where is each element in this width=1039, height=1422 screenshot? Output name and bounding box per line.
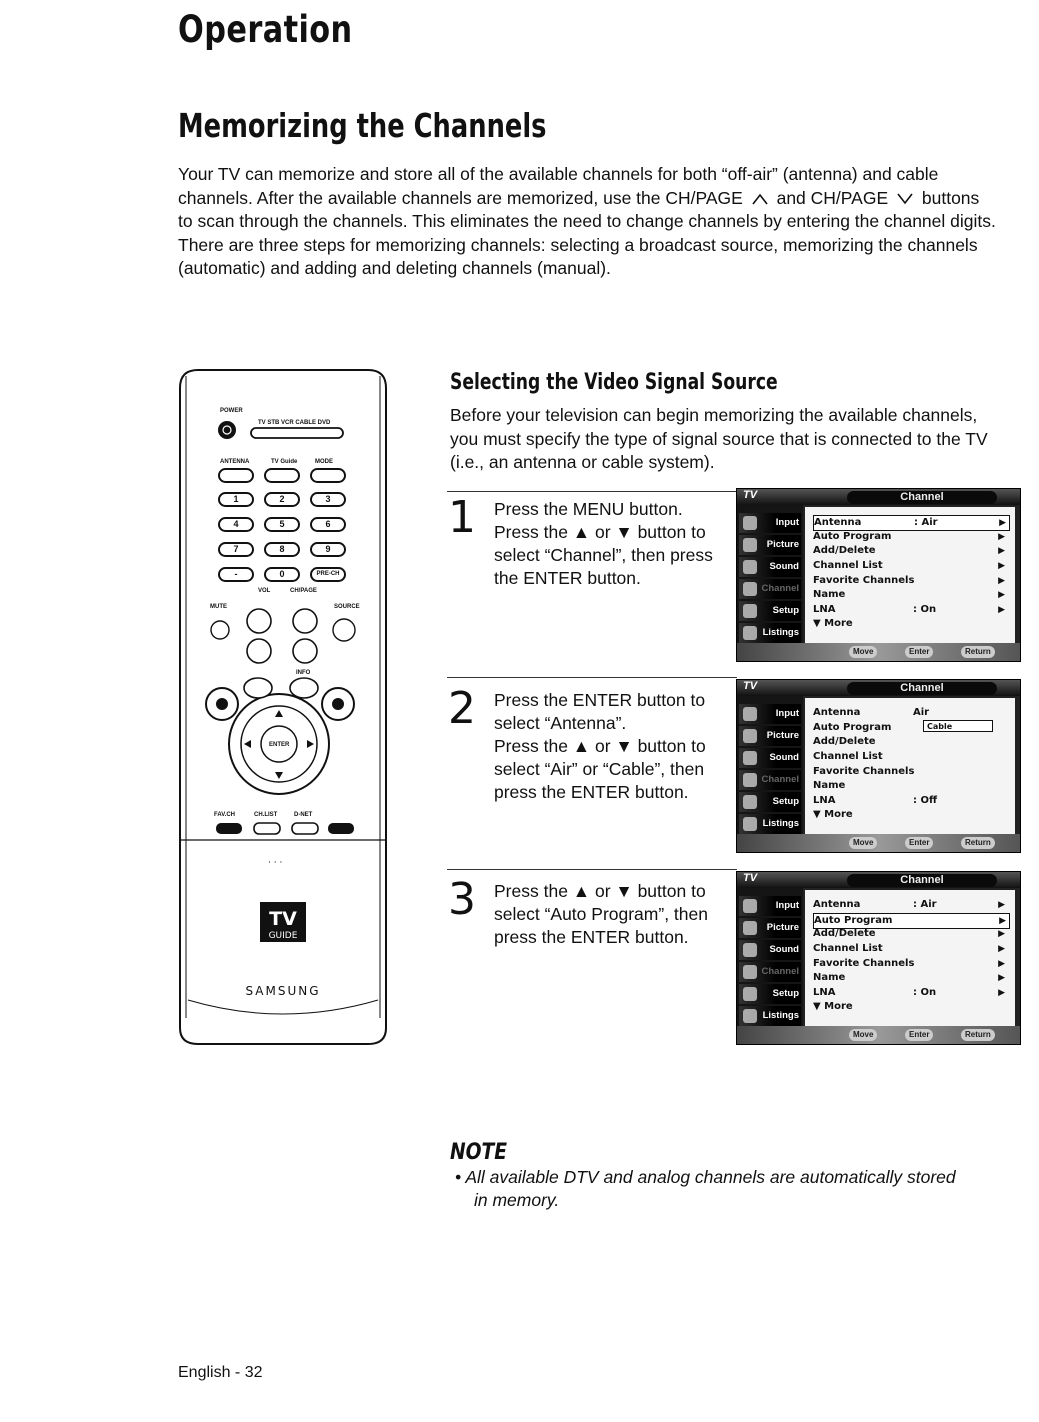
menu-tab-setup[interactable]: Setup	[739, 601, 801, 621]
intro-line: There are three steps for memorizing channels: selecting a broadcast source, memorizing the channels	[178, 234, 978, 255]
tvguide-label: TV Guide	[271, 459, 298, 465]
note-label: NOTE	[450, 1140, 508, 1165]
caret-down-icon	[897, 193, 913, 205]
key-button[interactable]: 3	[310, 492, 346, 507]
key-button[interactable]: -	[218, 567, 254, 582]
key-button[interactable]: 6	[310, 517, 346, 532]
menu-item-channel-list[interactable]: Channel List ▶	[813, 560, 1005, 571]
menu-tab-sound[interactable]: Sound	[739, 748, 801, 768]
favch-label: FAV.CH	[214, 812, 236, 818]
intro-line: channels. After the available channels are memorized, use the CH/PAGE and CH/PAGE buttons	[178, 187, 980, 208]
brand-logo: SAMSUNG	[245, 984, 321, 998]
menu-tab-listings[interactable]: Listings	[739, 623, 801, 643]
sound-icon	[743, 560, 757, 574]
picture-icon	[743, 729, 757, 743]
menu-tab-picture[interactable]: Picture	[739, 535, 801, 555]
menu-tab-sound[interactable]: Sound	[739, 940, 801, 960]
listings-icon	[743, 626, 757, 640]
menu-tab-input[interactable]: Input	[739, 704, 801, 724]
intro-line: (automatic) and adding and deleting channels (manual).	[178, 258, 611, 278]
menu-item-name[interactable]: Name	[813, 780, 846, 791]
step-divider	[447, 491, 737, 492]
channel-icon	[743, 582, 757, 596]
menu-footer	[737, 834, 1020, 852]
step-divider	[447, 869, 737, 870]
step-divider	[447, 677, 737, 678]
intro-line: Your TV can memorize and store all of the available channels for both “off-air” (antenna) and cable	[178, 164, 939, 184]
enter-hint: Enter	[905, 646, 933, 658]
step-number: 1	[448, 492, 476, 543]
setup-icon	[743, 987, 757, 1001]
picture-icon	[743, 538, 757, 552]
section-heading: Operation	[178, 8, 353, 51]
tv-menu-screen-3: TV Channel Input Picture Sound Channel Setup Listings Antenna : Air ▶ Auto Program ▶ Add/Delete ▶ Channel List ▶ Favorite Channels ▶ Name ▶ LNA : On ▶ ▼ More Move Enter Return	[736, 871, 1021, 1045]
lead-line: (i.e., an antenna or cable system).	[450, 452, 715, 472]
step-text: Press the ENTER button to select “Antenna”. Press the ▲ or ▼ button to select “Air” or “Cable”, then press the ENTER button.	[494, 690, 706, 802]
key-button[interactable]: 8	[264, 542, 300, 557]
return-hint: Return	[961, 837, 995, 849]
menu-header: Channel	[847, 682, 997, 695]
menu-item-more[interactable]: ▼ More	[813, 618, 853, 629]
sound-icon	[743, 943, 757, 957]
tv-menu-screen-2: TV Channel Input Picture Sound Channel Setup Listings Antenna Air Auto Program Cable Add/Delete Channel List Favorite Channels Name LNA : Off ▼ More Move Enter Return	[736, 679, 1021, 853]
input-icon	[743, 516, 757, 530]
menu-tab-picture[interactable]: Picture	[739, 726, 801, 746]
menu-item-auto-program[interactable]: Auto Program Cable	[813, 721, 1008, 735]
dnet-label: D-NET	[294, 812, 313, 818]
key-button[interactable]: 2	[264, 492, 300, 507]
step-text: Press the ▲ or ▼ button to select “Auto Program”, then press the ENTER button.	[494, 881, 708, 947]
info-label: INFO	[296, 670, 311, 676]
menu-item-favorite-channels[interactable]: Favorite Channels ▶	[813, 958, 1005, 969]
return-hint: Return	[961, 1029, 995, 1041]
antenna-value-box[interactable]: Cable	[923, 720, 993, 732]
step-number: 3	[448, 874, 476, 925]
menu-item-name[interactable]: Name ▶	[813, 589, 1005, 600]
menu-tab-listings[interactable]: Listings	[739, 1006, 801, 1026]
caret-up-icon	[752, 193, 768, 205]
key-button[interactable]: 1	[218, 492, 254, 507]
key-button[interactable]: 4	[218, 517, 254, 532]
setup-icon	[743, 795, 757, 809]
menu-header: Channel	[847, 874, 997, 887]
picture-icon	[743, 921, 757, 935]
listings-icon	[743, 1009, 757, 1023]
remote-control-illustration	[178, 368, 388, 1048]
enter-hint: Enter	[905, 837, 933, 849]
step-number: 2	[448, 683, 476, 734]
menu-item-lna[interactable]: LNA : On ▶	[813, 987, 1005, 998]
key-button[interactable]: 9	[310, 542, 346, 557]
move-hint: Move	[849, 646, 877, 658]
chpage-label: CH/PAGE	[290, 588, 317, 594]
note-text: • All available DTV and analog channels are automatically stored in memory.	[455, 1167, 956, 1210]
menu-tab-input[interactable]: Input	[739, 513, 801, 533]
channel-icon	[743, 773, 757, 787]
menu-tab-sound[interactable]: Sound	[739, 557, 801, 577]
menu-tab-listings[interactable]: Listings	[739, 814, 801, 834]
antenna-button[interactable]	[218, 468, 254, 483]
key-button[interactable]: 7	[218, 542, 254, 557]
key-button[interactable]: 0	[264, 567, 300, 582]
chlist-label: CH.LIST	[254, 812, 278, 818]
menu-tab-channel[interactable]: Channel	[739, 770, 801, 790]
return-hint: Return	[961, 646, 995, 658]
mute-label: MUTE	[210, 604, 227, 610]
listings-icon	[743, 817, 757, 831]
menu-tab-setup[interactable]: Setup	[739, 984, 801, 1004]
step-text: Press the MENU button. Press the ▲ or ▼ button to select “Channel”, then press the ENTER button.	[494, 499, 713, 588]
enter-hint: Enter	[905, 1029, 933, 1041]
prech-button[interactable]: PRE-CH	[310, 567, 346, 582]
menu-item-add-delete[interactable]: Add/Delete ▶	[813, 545, 1005, 556]
mode-label: MODE	[315, 459, 333, 465]
channel-icon	[743, 965, 757, 979]
svg-text:TV: TV	[269, 908, 297, 930]
antenna-label: ANTENNA	[220, 459, 250, 465]
move-hint: Move	[849, 837, 877, 849]
page-number: English - 32	[178, 1364, 263, 1381]
menu-tab-input[interactable]: Input	[739, 896, 801, 916]
menu-tab-setup[interactable]: Setup	[739, 792, 801, 812]
menu-item-auto-program[interactable]: Auto Program ▶	[813, 531, 1005, 542]
intro-paragraph	[178, 163, 1039, 281]
input-icon	[743, 899, 757, 913]
sound-icon	[743, 751, 757, 765]
mode-button[interactable]	[310, 468, 346, 483]
lead-line: Before your television can begin memorizing the available channels,	[450, 405, 978, 425]
menu-tab-channel[interactable]: Channel	[739, 962, 801, 982]
mode-labels: TV STB VCR CABLE DVD	[258, 420, 331, 426]
menu-item-antenna[interactable]: Antenna : Air ▶	[813, 515, 1010, 531]
menu-item-antenna[interactable]: Antenna Air	[813, 707, 930, 718]
menu-item-antenna[interactable]: Antenna : Air ▶	[813, 899, 1005, 910]
menu-item-channel-list[interactable]: Channel List ▶	[813, 943, 1005, 954]
lead-line: you must specify the type of signal source that is connected to the TV	[450, 428, 988, 449]
tv-menu-screen-1: TV Channel Input Picture Sound Channel Setup Listings Antenna : Air ▶ Auto Program ▶ Add/Delete ▶ Channel List ▶ Favorite Channels ▶ Name ▶ LNA : On ▶ ▼ More Move Enter Return	[736, 488, 1021, 662]
power-label: POWER	[220, 408, 243, 414]
svg-text:GUIDE: GUIDE	[268, 931, 298, 941]
move-hint: Move	[849, 1029, 877, 1041]
input-icon	[743, 707, 757, 721]
menu-footer	[737, 643, 1020, 661]
intro-line: to scan through the channels. This eliminates the need to change channels by entering the channel digits.	[178, 211, 996, 231]
svg-text:· · ·: · · ·	[268, 858, 283, 868]
menu-item-more[interactable]: ▼ More	[813, 1001, 853, 1012]
lead-paragraph	[450, 404, 1039, 475]
menu-tab-channel[interactable]: Channel	[739, 579, 801, 599]
source-label: SOURCE	[334, 604, 360, 610]
menu-tab-picture[interactable]: Picture	[739, 918, 801, 938]
vol-label: VOL	[258, 588, 271, 594]
menu-item-auto-program[interactable]: Auto Program ▶	[813, 913, 1010, 929]
menu-footer	[737, 1026, 1020, 1044]
enter-label: ENTER	[269, 742, 290, 748]
menu-item-name[interactable]: Name ▶	[813, 972, 1005, 983]
menu-item-favorite-channels[interactable]: Favorite Channels ▶	[813, 575, 1005, 586]
menu-item-more[interactable]: ▼ More	[813, 809, 853, 820]
menu-item-add-delete[interactable]: Add/Delete	[813, 736, 876, 747]
menu-item-lna[interactable]: LNA : On ▶	[813, 604, 1005, 615]
page-title: Memorizing the Channels	[178, 106, 547, 145]
tvguide-button[interactable]	[264, 468, 300, 483]
setup-icon	[743, 604, 757, 618]
menu-item-channel-list[interactable]: Channel List	[813, 751, 883, 762]
menu-header: Channel	[847, 491, 997, 504]
menu-item-lna[interactable]: LNA : Off	[813, 795, 938, 806]
subsection-title: Selecting the Video Signal Source	[450, 370, 778, 395]
key-button[interactable]: 5	[264, 517, 300, 532]
menu-item-add-delete[interactable]: Add/Delete ▶	[813, 928, 1005, 939]
menu-item-favorite-channels[interactable]: Favorite Channels	[813, 766, 915, 777]
